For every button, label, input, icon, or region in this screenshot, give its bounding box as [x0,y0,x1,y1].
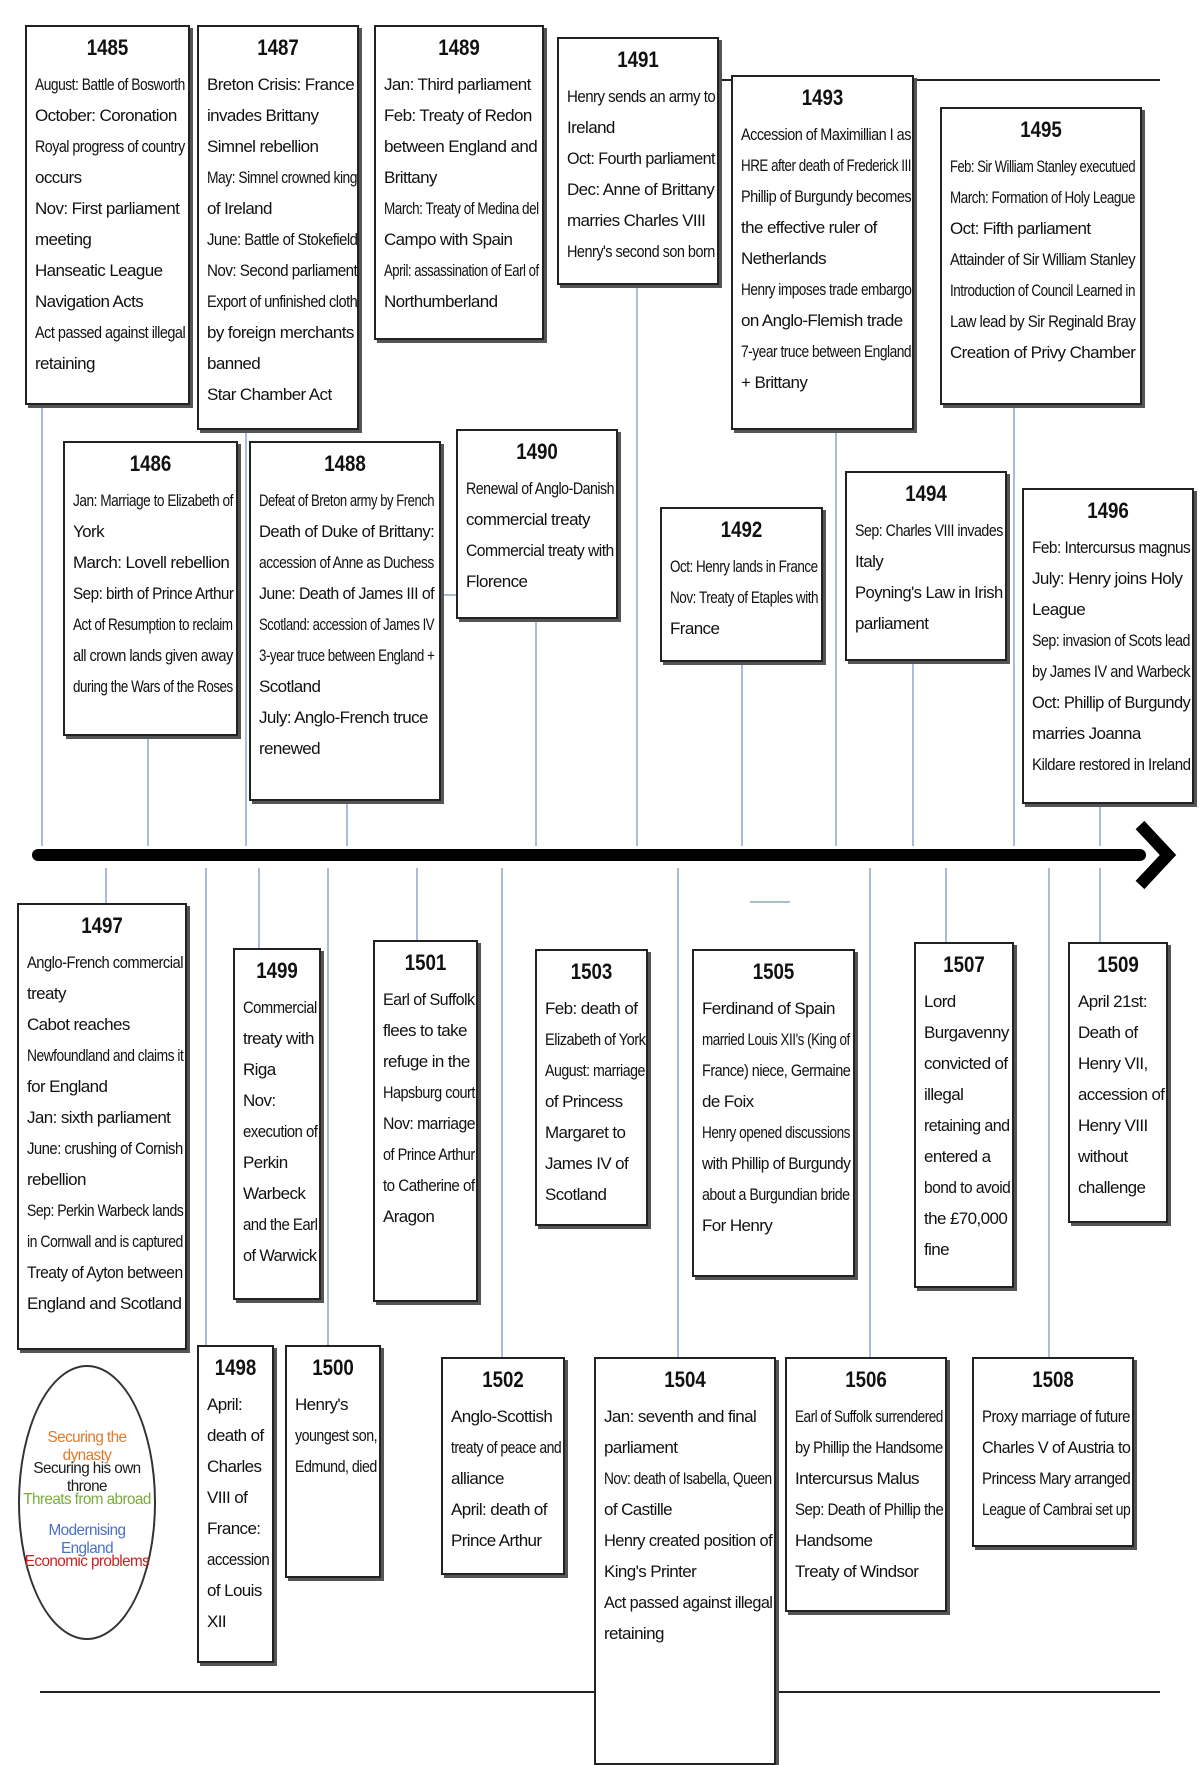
event-line: + Brittany [741,373,808,392]
event-line: England and Scotland [27,1294,182,1313]
event-line: of Prince Arthur [383,1145,475,1164]
year-label: 1494 [905,481,947,506]
event-line: Sep: Charles VIII invades [855,521,1003,540]
year-box-1508 [972,1357,1134,1547]
event-line: Margaret to [545,1123,626,1142]
event-line: Henry opened discussions [702,1123,850,1142]
event-line: by Phillip the Handsome [795,1438,943,1457]
year-box-1486 [63,441,238,736]
event-line: June: crushing of Cornish [27,1139,183,1158]
event-line: Anglo-Scottish [451,1407,553,1426]
event-line: alliance [451,1469,504,1488]
legend-item: Modernising England [48,1522,126,1557]
event-line: Warbeck [243,1184,306,1203]
event-line: without [1078,1147,1128,1166]
year-label: 1487 [257,35,299,60]
event-line: Feb: Treaty of Redon [384,106,532,125]
year-box-1503 [535,949,648,1226]
event-line: Export of unfinished cloth [207,292,358,311]
event-line: challenge [1078,1178,1146,1197]
event-line: Breton Crisis: France [207,75,355,94]
year-label: 1486 [129,451,172,476]
event-line: refuge in the [383,1052,470,1071]
event-line: Sep: birth of Prince Arthur [73,584,234,603]
event-line: Nov: Second parliament [207,261,358,280]
event-line: married Louis XII's (King of [702,1030,850,1049]
year-label: 1507 [943,952,985,977]
event-line: Kildare restored in Ireland [1032,755,1191,774]
event-line: Netherlands [741,249,827,268]
event-line: retaining [35,354,95,373]
event-line: Scotland [259,677,321,696]
legend-item: Threats from abroad [23,1491,151,1508]
event-line: Perkin [243,1153,288,1172]
year-box-1505 [692,949,855,1277]
event-line: accession [207,1550,270,1569]
year-box-1498 [197,1345,274,1663]
event-line: VIII of [207,1488,248,1507]
year-label: 1506 [845,1367,887,1392]
event-line: XII [207,1612,226,1631]
event-line: Oct: Fourth parliament [567,149,715,168]
event-line: Act passed against illegal [604,1593,773,1612]
event-line: Jan: Third parliament [384,75,531,94]
year-box-1488 [249,441,441,801]
colour-key-legend [18,1365,156,1640]
event-line: Princess Mary arranged [982,1469,1131,1488]
event-line: Sep: Death of Phillip the [795,1500,944,1519]
event-line: of Ireland [207,199,272,218]
event-line: May: Simnel crowned king [207,168,357,187]
event-line: James IV of [545,1154,629,1173]
event-line: commercial treaty [466,510,590,529]
event-line: Lord [924,992,956,1011]
event-line: flees to take [383,1021,467,1040]
event-line: April 21st: [1078,992,1147,1011]
event-line: League [1032,600,1086,619]
year-box-1502 [441,1357,565,1575]
event-line: July: Anglo-French truce [259,708,428,727]
year-label: 1505 [752,959,795,984]
event-line: meeting [35,230,92,249]
event-line: Newfoundland and claims it [27,1046,184,1065]
event-line: Act of Resumption to reclaim [73,615,233,634]
event-line: during the Wars of the Roses [73,677,233,696]
year-box-1509 [1068,942,1168,1223]
year-box-1504 [594,1357,776,1765]
event-line: invades Brittany [207,106,319,125]
event-line: Feb: Intercursus magnus [1032,538,1191,557]
year-label: 1485 [86,35,129,60]
event-line: de Foix [702,1092,754,1111]
year-label: 1502 [482,1367,524,1392]
event-line: April: death of [451,1500,547,1519]
event-line: parliament [855,614,929,633]
event-line: to Catherine of [383,1176,475,1195]
year-label: 1501 [404,950,447,975]
year-box-1497 [17,903,187,1350]
year-box-1491 [557,37,719,285]
event-line: March: Lovell rebellion [73,553,230,572]
event-line: retaining and [924,1116,1010,1135]
event-line: in Cornwall and is captured [27,1232,183,1251]
year-box-1499 [233,948,321,1300]
event-line: France [670,619,720,638]
event-line: For Henry [702,1216,773,1235]
event-line: Proxy marriage of future [982,1407,1130,1426]
year-box-1496 [1022,488,1194,804]
event-line: illegal [924,1085,964,1104]
year-box-1506 [785,1357,947,1612]
event-line: retaining [604,1624,664,1643]
year-box-1493 [731,75,914,430]
year-box-1490 [456,429,618,619]
event-line: Phillip of Burgundy becomes [741,187,912,206]
year-label: 1509 [1097,952,1139,977]
event-line: parliament [604,1438,678,1457]
timeline-arrow [0,815,1200,895]
event-line: Commercial [243,998,317,1017]
event-line: Feb: death of [545,999,638,1018]
event-line: Scotland: accession of James IV [259,615,435,634]
event-line: Treaty of Ayton between [27,1263,183,1282]
event-line: Attainder of Sir William Stanley [950,250,1136,269]
event-line: Henry imposes trade embargo [741,280,912,299]
event-line: Creation of Privy Chamber [950,343,1136,362]
event-line: March: Formation of Holy League [950,188,1135,207]
event-line: of Princess [545,1092,623,1111]
event-line: Charles V of Austria to [982,1438,1131,1457]
year-label: 1489 [438,35,480,60]
event-line: the effective ruler of [741,218,877,237]
year-label: 1500 [312,1355,354,1380]
event-line: Nov: [243,1091,276,1110]
event-line: Dec: Anne of Brittany [567,180,715,199]
event-line: HRE after death of Frederick III [741,156,912,175]
event-line: Treaty of Windsor [795,1562,919,1581]
year-label: 1496 [1087,498,1129,523]
year-box-1492 [660,507,823,662]
event-line: Italy [855,552,884,571]
event-line: bond to avoid [924,1178,1011,1197]
event-line: of Warwick [243,1246,317,1265]
year-label: 1508 [1032,1367,1074,1392]
event-line: Riga [243,1060,276,1079]
event-line: Aragon [383,1207,435,1226]
event-line: Renewal of Anglo-Danish [466,479,615,498]
event-line: Earl of Suffolk surrendered [795,1407,943,1426]
year-box-1495 [940,107,1142,405]
event-line: of Castille [604,1500,673,1519]
year-label: 1493 [801,85,844,110]
event-line: France) niece, Germaine [702,1061,851,1080]
event-line: Brittany [384,168,437,187]
event-line: for England [27,1077,108,1096]
event-line: Oct: Fifth parliament [950,219,1091,238]
event-line: on Anglo-Flemish trade [741,311,903,330]
year-box-1507 [914,942,1014,1288]
event-line: Nov: First parliament [35,199,180,218]
event-line: Jan: seventh and final [604,1407,757,1426]
event-line: Jan: Marriage to Elizabeth of [73,491,233,510]
event-line: renewed [259,739,321,758]
event-line: Oct: Phillip of Burgundy [1032,693,1191,712]
event-line: Star Chamber Act [207,385,332,404]
year-box-1500 [285,1345,381,1578]
event-line: October: Coronation [35,106,177,125]
event-line: Intercursus Malus [795,1469,919,1488]
event-line: Edmund, died [295,1457,377,1476]
event-line: rebellion [27,1170,86,1189]
year-box-1489 [374,25,544,340]
year-box-1487 [197,25,359,430]
event-line: with Phillip of Burgundy [702,1154,851,1173]
event-line: Anglo-French commercial [27,953,183,972]
event-line: Defeat of Breton army by French [259,491,435,510]
event-line: Death of Duke of Brittany: [259,522,435,541]
event-line: all crown lands given away [73,646,233,665]
year-label: 1491 [617,47,659,72]
event-line: fine [924,1240,950,1259]
year-label: 1497 [81,913,123,938]
event-line: League of Cambrai set up [982,1500,1131,1519]
event-line: Sep: Perkin Warbeck lands [27,1201,184,1220]
event-line: 3-year truce between England + [259,646,435,665]
legend-item: Securing his own throne [33,1460,141,1495]
event-line: June: Death of James III of [259,584,435,603]
event-line: Law lead by Sir Reginald Bray [950,312,1136,331]
event-line: Prince Arthur [451,1531,542,1550]
event-line: the £70,000 [924,1209,1008,1228]
event-line: Nov: marriage [383,1114,475,1133]
event-line: Henry VIII [1078,1116,1148,1135]
year-label: 1504 [664,1367,706,1392]
event-line: Nov: death of Isabella, Queen [604,1469,772,1488]
event-line: March: Treaty of Medina del [384,199,539,218]
event-line: Northumberland [384,292,498,311]
event-line: Burgavenny [924,1023,1009,1042]
event-line: by James IV and Warbeck [1032,662,1191,681]
event-line: Campo with Spain [384,230,513,249]
event-line: youngest son, [295,1426,378,1445]
event-line: convicted of [924,1054,1008,1073]
event-line: Ferdinand of Spain [702,999,835,1018]
event-line: York [73,522,104,541]
event-line: Scotland [545,1185,607,1204]
year-box-1485 [25,25,190,405]
event-line: Charles [207,1457,262,1476]
event-line: Poyning's Law in Irish [855,583,1003,602]
event-line: treaty [27,984,66,1003]
event-line: Henry's second son born [567,242,715,261]
event-line: Commercial treaty with [466,541,614,560]
event-line: accession of Anne as Duchess [259,553,434,572]
year-box-1494 [845,471,1007,661]
event-line: Hapsburg court [383,1083,475,1102]
year-label: 1495 [1020,117,1062,142]
event-line: Death of [1078,1023,1138,1042]
event-line: Elizabeth of York [545,1030,646,1049]
event-line: June: Battle of Stokefield [207,230,358,249]
year-label: 1492 [720,517,763,542]
event-line: and the Earl [243,1215,318,1234]
year-box-1501 [373,940,478,1302]
event-line: Feb: Sir William Stanley executued [950,157,1136,176]
year-label: 1499 [256,958,298,983]
event-line: Accession of Maximillian I as [741,125,911,144]
event-line: about a Burgundian bride [702,1185,850,1204]
year-label: 1498 [214,1355,257,1380]
event-line: July: Henry joins Holy [1032,569,1183,588]
event-line: accession of [1078,1085,1165,1104]
event-line: treaty of peace and [451,1438,562,1457]
event-line: Earl of Suffolk [383,990,475,1009]
year-label: 1503 [570,959,613,984]
event-line: Henry's [295,1395,348,1414]
event-line: Ireland [567,118,615,137]
event-line: Jan: sixth parliament [27,1108,171,1127]
event-line: banned [207,354,261,373]
event-line: 7-year truce between England [741,342,912,361]
event-line: Sep: invasion of Scots lead [1032,631,1190,650]
event-line: Nov: Treaty of Etaples with [670,588,819,607]
event-line: April: [207,1395,243,1414]
event-line: Hanseatic League [35,261,163,280]
year-label: 1490 [516,439,558,464]
event-line: marries Charles VIII [567,211,706,230]
event-line: of Louis [207,1581,262,1600]
event-line: between England and [384,137,538,156]
event-line: Florence [466,572,528,591]
event-line: Handsome [795,1531,873,1550]
event-line: Simnel rebellion [207,137,319,156]
event-line: by foreign merchants [207,323,354,342]
legend-item: Securing the dynasty [47,1429,127,1464]
event-line: August: Battle of Bosworth [35,75,185,94]
event-line: April: assassination of Earl of [384,261,539,280]
event-line: Act passed against illegal [35,323,186,342]
event-line: death of [207,1426,264,1445]
event-line: execution of [243,1122,318,1141]
year-label: 1488 [324,451,366,476]
event-line: entered a [924,1147,991,1166]
event-line: Henry created position of [604,1531,773,1550]
event-line: treaty with [243,1029,314,1048]
event-line: marries Joanna [1032,724,1141,743]
event-line: Henry VII, [1078,1054,1148,1073]
event-line: Henry sends an army to [567,87,716,106]
event-line: Royal progress of country [35,137,185,156]
event-line: occurs [35,168,82,187]
event-line: Navigation Acts [35,292,144,311]
event-line: Introduction of Council Learned in [950,281,1135,300]
event-line: King's Printer [604,1562,697,1581]
event-line: France: [207,1519,261,1538]
event-line: Oct: Henry lands in France [670,557,818,576]
event-line: August: marriage [545,1061,645,1080]
event-line: Cabot reaches [27,1015,130,1034]
legend-item: Economic problems [24,1553,150,1570]
